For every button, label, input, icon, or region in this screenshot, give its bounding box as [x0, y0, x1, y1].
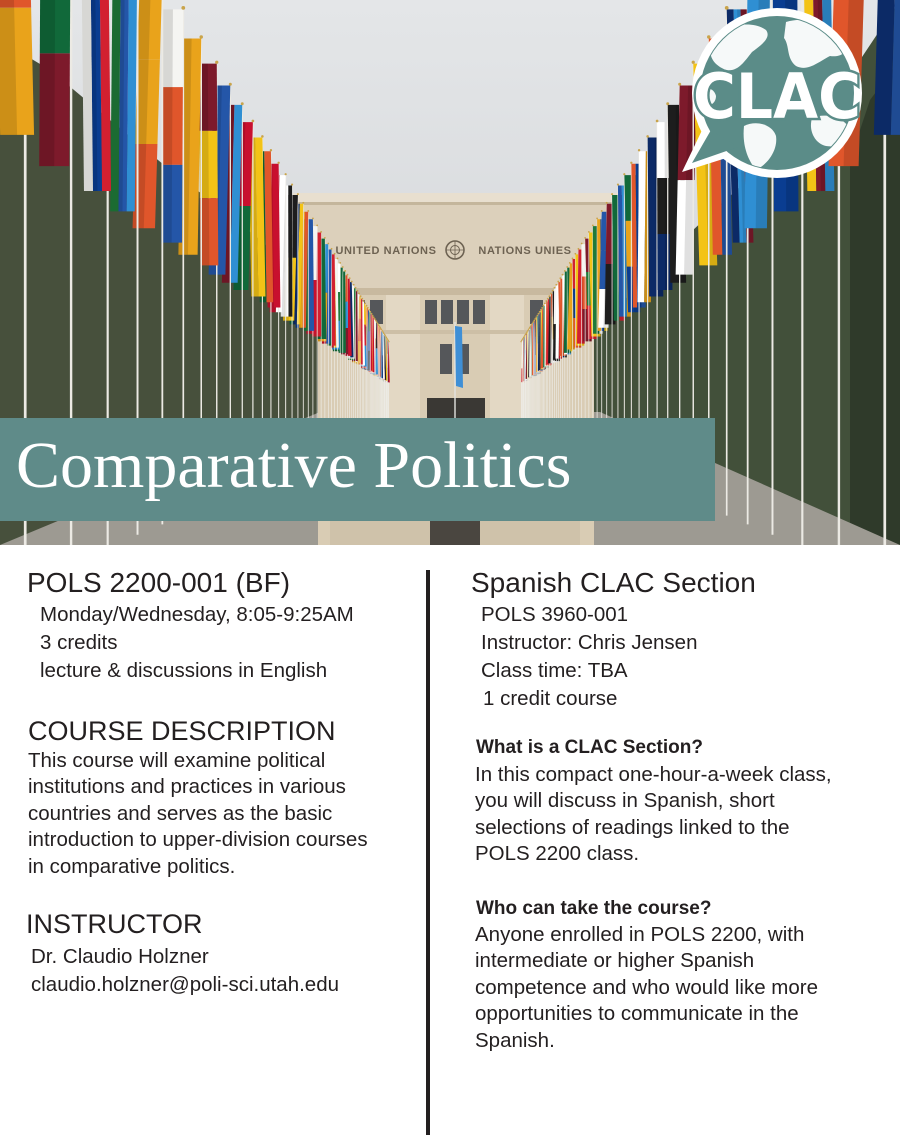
faq-answer-line: intermediate or higher Spanish	[475, 949, 755, 973]
flagpole-finial	[540, 309, 542, 311]
flagpole-finial	[373, 316, 375, 318]
flagpole-finial	[638, 149, 640, 151]
flagpole-finial	[337, 258, 339, 260]
flagpole-finial	[277, 162, 279, 164]
description-line: countries and serves as the basic	[28, 801, 333, 825]
flagpole-finial	[327, 243, 329, 245]
flagpole-finial	[534, 318, 536, 320]
flagpole-finial	[181, 6, 185, 10]
building-inscription-right: NATIONS UNIES	[478, 245, 572, 257]
flagpole-finial	[572, 258, 574, 260]
flag-fold-shadow	[39, 0, 56, 166]
flagpole-finial	[307, 210, 309, 212]
building-inscription-left: UNITED NATIONS	[335, 245, 437, 257]
flagpole-finial	[611, 193, 613, 195]
description-line: This course will examine political	[28, 749, 326, 772]
clac-section-details	[481, 601, 697, 713]
flagpole-finial	[578, 248, 580, 250]
flagpole-finial	[375, 320, 377, 322]
building-cornice	[293, 193, 619, 202]
flagpole-finial	[342, 266, 344, 268]
flag-stripe	[593, 226, 596, 334]
flagpole-finial	[544, 302, 546, 304]
flagpole-finial	[356, 290, 358, 292]
faq-answer	[475, 922, 818, 1054]
flagpole-finial	[559, 277, 561, 279]
course-details	[40, 601, 354, 685]
flagpole-finial	[363, 300, 365, 302]
description-text	[28, 748, 368, 880]
flagpole-finial	[200, 35, 203, 38]
clac-instructor: Instructor: Chris Jensen	[481, 631, 698, 654]
instructor-email: claudio.holzner@poli-sci.utah.edu	[31, 973, 339, 996]
flagpole-finial	[548, 295, 550, 297]
flagpole-finial	[368, 309, 370, 311]
flag-stripe	[288, 185, 292, 316]
flagpole-finial	[297, 193, 299, 195]
flagpole-finial	[555, 284, 557, 286]
description-heading: COURSE DESCRIPTION	[28, 716, 336, 746]
flagpole-finial	[678, 83, 681, 86]
building-entrance	[427, 398, 485, 418]
flagpole-finial	[339, 262, 341, 264]
flagpole-finial	[533, 320, 535, 322]
clac-credits: 1 credit course	[483, 687, 618, 710]
faq-answer-line: selections of readings linked to the	[475, 815, 790, 839]
flagpole-finial	[302, 202, 304, 204]
faq-answer	[475, 762, 832, 868]
flagpole-finial	[541, 307, 543, 309]
flagpole-finial	[592, 224, 594, 226]
title-banner	[0, 418, 715, 521]
column-divider	[426, 570, 430, 1135]
faq-answer-line: you will discuss in Spanish, short	[475, 789, 775, 813]
flagpole-finial	[349, 277, 351, 279]
flagpole-finial	[270, 149, 272, 151]
flagpole-finial	[564, 270, 566, 272]
un-flag	[455, 326, 463, 388]
flagpole-finial	[725, 6, 729, 10]
flagpole-finial	[320, 231, 322, 233]
flagpole-finial	[646, 135, 649, 138]
flagpole-finial	[371, 313, 373, 315]
clac-class-time: Class time: TBA	[481, 659, 628, 682]
flagpole-finial	[537, 315, 539, 317]
flagpole-finial	[366, 305, 368, 307]
flagpole-finial	[360, 295, 362, 297]
flagpole-finial	[539, 311, 541, 313]
flagpole-finial	[353, 284, 355, 286]
flagpole-finial	[351, 281, 353, 283]
clac-course-code: POLS 3960-001	[481, 603, 629, 626]
flagpole-finial	[229, 83, 232, 86]
flagpole-finial	[358, 293, 360, 295]
flagpole-finial	[291, 184, 293, 186]
flagpole-finial	[316, 224, 318, 226]
flagpole-finial	[562, 274, 564, 276]
flagpole-finial	[331, 248, 333, 250]
flagpole-finial	[252, 120, 255, 123]
flagpole-finial	[601, 210, 603, 212]
description-line: introduction to upper-division courses	[28, 828, 368, 852]
course-credits: 3 credits	[40, 631, 118, 654]
flag-fold-shadow	[199, 64, 210, 266]
flagpole-finial	[581, 243, 583, 245]
clac-section-title: Spanish CLAC Section	[471, 567, 756, 598]
course-code: POLS 2200-001 (BF)	[27, 567, 291, 598]
instructor-info	[31, 943, 339, 999]
flagpole-finial	[355, 287, 357, 289]
faq-answer-line: opportunities to communicate in the	[475, 1002, 799, 1026]
flagpole-finial	[707, 35, 710, 38]
flagpole-finial	[617, 184, 619, 186]
faq-answer-line: In this compact one-hour-a-week class,	[475, 763, 832, 786]
flagpole-finial	[630, 162, 632, 164]
flagpole-finial	[543, 305, 545, 307]
flagpole-finial	[547, 298, 549, 300]
faq-question: Who can take the course?	[476, 898, 712, 919]
instructor-name: Dr. Claudio Holzner	[31, 945, 209, 968]
building-base-opening	[430, 521, 480, 545]
description-line: institutions and practices in various	[28, 775, 346, 799]
flagpole-finial	[241, 102, 244, 105]
flagpole-finial	[538, 313, 540, 315]
flagpole-finial	[656, 120, 659, 123]
flagpole-finial	[550, 293, 552, 295]
flagpole-finial	[566, 266, 568, 268]
flagpole-finial	[285, 173, 287, 175]
flagpole-finial	[557, 281, 559, 283]
faq-answer-line: competence and who would like more	[475, 975, 818, 999]
flagpole-finial	[552, 290, 554, 292]
flagpole-finial	[606, 202, 608, 204]
flagpole-finial	[584, 237, 586, 239]
flagpole-finial	[666, 102, 669, 105]
course-language: lecture & discussions in English	[40, 659, 328, 682]
logo-wordmark: CLAC	[693, 60, 861, 133]
flagpole-finial	[574, 253, 576, 255]
flagpole-finial	[367, 307, 369, 309]
flagpole-finial	[312, 218, 314, 220]
flagpole-finial	[596, 218, 598, 220]
faq-answer-line: Anyone enrolled in POLS 2200, with	[475, 923, 805, 946]
flagpole-finial	[545, 300, 547, 302]
flagpole-finial	[324, 237, 326, 239]
course-title: Comparative Politics	[16, 429, 572, 502]
flagpole-finial	[623, 173, 625, 175]
course-schedule: Monday/Wednesday, 8:05-9:25AM	[40, 603, 354, 626]
un-emblem	[446, 241, 464, 259]
flagpole-finial	[364, 302, 366, 304]
flagpole-finial	[374, 318, 376, 320]
instructor-heading: INSTRUCTOR	[26, 909, 203, 939]
building-cornice-shadow	[297, 202, 615, 205]
faq-answer-line: POLS 2200 class.	[475, 842, 640, 866]
flagpole-finial	[334, 253, 336, 255]
flagpole-finial	[569, 262, 571, 264]
flagpole-finial	[372, 315, 374, 317]
flagpole-finial	[261, 135, 264, 138]
flagpole-finial	[588, 231, 590, 233]
flagpole-finial	[554, 287, 556, 289]
flagpole-finial	[344, 270, 346, 272]
flagpole-finial	[215, 61, 218, 64]
flagpole-finial	[369, 311, 371, 313]
faq-answer-line: Spanish.	[475, 1028, 555, 1052]
flagpole-finial	[535, 316, 537, 318]
description-line: in comparative politics.	[28, 854, 236, 878]
faq-question: What is a CLAC Section?	[476, 737, 703, 758]
flagpole-finial	[361, 298, 363, 300]
flagpole-finial	[347, 274, 349, 276]
